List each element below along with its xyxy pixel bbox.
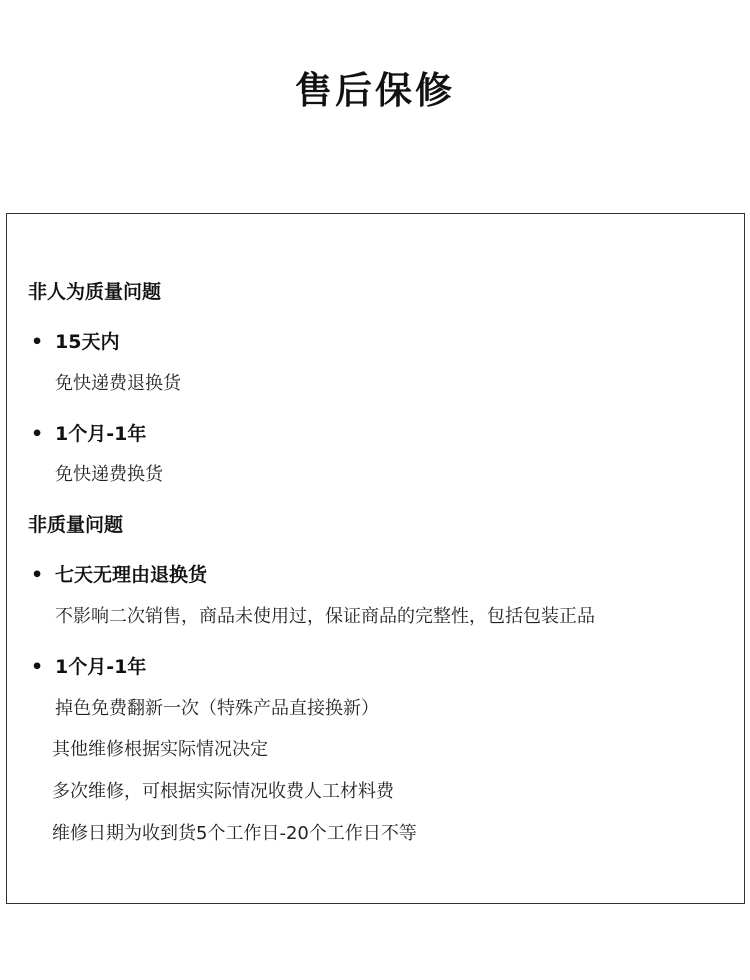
item-detail: 掉色免费翻新一次（特殊产品直接换新）: [55, 698, 379, 719]
bullet-icon: •: [31, 564, 44, 586]
item-detail: 不影响二次销售，商品未使用过，保证商品的完整性，包括包装正品: [55, 606, 595, 627]
list-item: [31, 654, 146, 680]
item-detail: 免快递费换货: [55, 464, 163, 485]
section-heading-quality-issue: 非人为质量问题: [28, 281, 162, 303]
bullet-icon: •: [31, 331, 44, 353]
after-sales-policy-box: [6, 213, 745, 904]
item-label: 1个月-1年: [55, 656, 147, 678]
item-label: 七天无理由退换货: [55, 564, 208, 586]
bullet-icon: •: [31, 656, 44, 678]
item-label: 1个月-1年: [55, 423, 147, 445]
list-item: [31, 562, 207, 588]
item-detail: 免快递费退换货: [55, 373, 181, 394]
list-item: [31, 329, 119, 355]
note-line: 多次维修，可根据实际情况收费人工材料费: [52, 781, 394, 802]
page-title: 售后保修: [295, 69, 455, 112]
item-label: 15天内: [55, 331, 120, 353]
note-line: 其他维修根据实际情况决定: [52, 739, 268, 760]
list-item: [31, 421, 146, 447]
section-heading-non-quality-issue: 非质量问题: [28, 514, 124, 536]
bullet-icon: •: [31, 423, 44, 445]
note-line: 维修日期为收到货5个工作日-20个工作日不等: [52, 823, 417, 844]
